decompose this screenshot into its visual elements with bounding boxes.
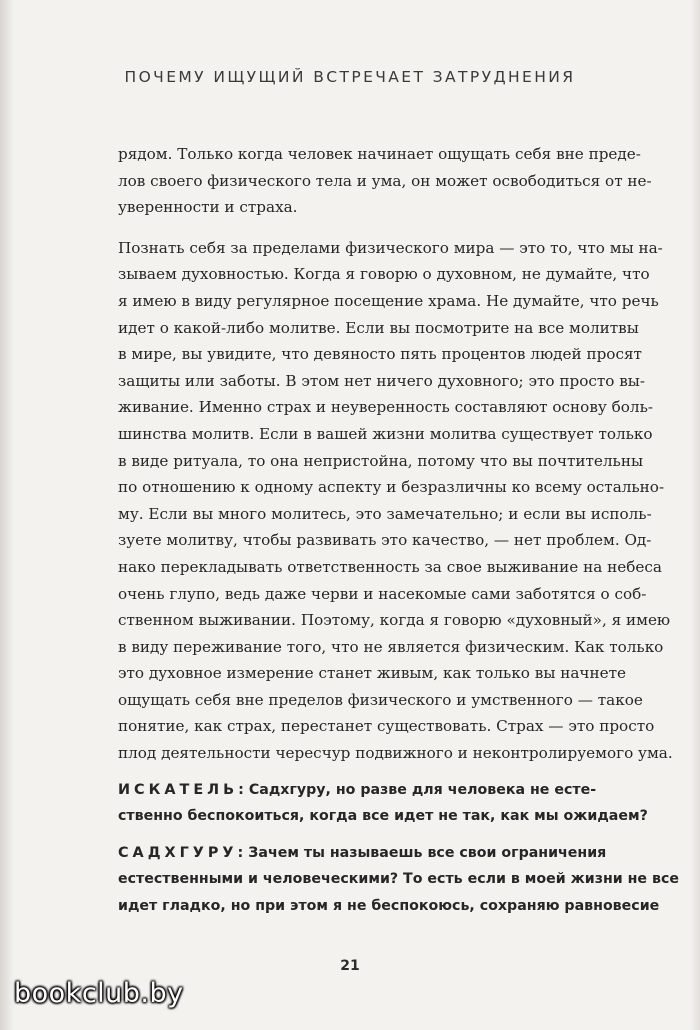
text-line: ощущать себя вне пределов физического и умственного — такое <box>118 690 643 709</box>
speaker-name: САДХГУРУ <box>118 844 238 861</box>
text-line: по отношению к одному аспекту и безразличны ко всему остально- <box>118 478 665 497</box>
text-line: зуете молитву, чтобы развивать это качество, — нет проблем. Од- <box>118 531 652 550</box>
dialog-line <box>118 866 680 893</box>
dialog-text: идет гладко, но при этом я не беспокоюсь, сохраняю равновесие <box>118 898 660 915</box>
text-line: очень глупо, ведь даже черви и насекомые сами заботятся о соб- <box>118 584 647 603</box>
sadhguru-answer <box>118 840 680 920</box>
paragraph-1 <box>118 141 652 221</box>
text-line: шинства молитв. Если в вашей жизни молитва существует только <box>118 424 653 443</box>
dialog-line <box>118 893 660 920</box>
watermark-logo: bookclub.by <box>14 978 184 1009</box>
text-line: живание. Именно страх и неуверенность составляют основу боль- <box>118 398 653 417</box>
text-line: понятие, как страх, перестанет существовать. Страх — это просто <box>118 717 655 736</box>
body-text <box>118 141 680 920</box>
text-line: Познать себя за пределами физического мира — это то, что мы на- <box>118 238 663 257</box>
dialog-line <box>118 803 648 830</box>
dialog-text: ственно беспокоиться, когда все идет не так, как мы ожидаем? <box>118 808 648 825</box>
text-line: в виде ритуала, то она непристойна, потому что вы почтительны <box>118 451 644 470</box>
text-line: плод деятельности чересчур подвижного и неконтролируемого ума. <box>118 744 673 763</box>
dialog-line: ИСКАТЕЛЬ: Садхгуру, но разве для человека не есте- <box>118 781 597 798</box>
text-line: в мире, вы увидите, что девяносто пять процентов людей просят <box>118 345 642 364</box>
text-line: защиты или заботы. В этом нет ничего духовного; это просто вы- <box>118 371 645 390</box>
dialog-text: Зачем ты называешь все свои ограничения <box>248 844 607 861</box>
text-line: зываем духовностью. Когда я говорю о духовном, не думайте, что <box>118 265 650 284</box>
seeker-question <box>118 777 648 830</box>
text-line: идет о какой-либо молитве. Если вы посмотрите на все молитвы <box>118 318 639 337</box>
text-line: нако перекладывать ответственность за свое выживание на небеса <box>118 557 662 576</box>
dialog-line: САДХГУРУ: Зачем ты называешь все свои ограничения <box>118 844 607 861</box>
paragraph-2 <box>118 235 673 767</box>
page-edge <box>690 0 700 1030</box>
running-head: ПОЧЕМУ ИЩУЩИЙ ВСТРЕЧАЕТ ЗАТРУДНЕНИЯ <box>124 68 576 86</box>
text-line: ственном выживании. Поэтому, когда я говорю «духовный», я имею <box>118 611 671 630</box>
dialog-text: Садхгуру, но разве для человека не есте- <box>248 781 597 798</box>
speaker-name: ИСКАТЕЛЬ <box>118 781 239 798</box>
text-line: му. Если вы много молитесь, это замечательно; и если вы исполь- <box>118 504 652 523</box>
page-number: 21 <box>340 958 360 974</box>
text-line: я имею в виду регулярное посещение храма. Не думайте, что речь <box>118 291 659 310</box>
text-line: рядом. Только когда человек начинает ощущать себя вне преде- <box>118 145 641 163</box>
text-line: лов своего физического тела и ума, он может освободиться от не- <box>118 171 652 190</box>
page-gutter-shadow <box>0 0 14 1030</box>
text-line: в виду переживание того, что не является физическим. Как только <box>118 637 664 656</box>
text-line: это духовное измерение станет живым, как только вы начнете <box>118 664 626 683</box>
text-line: уверенности и страха. <box>118 198 298 217</box>
dialog-text: естественными и человеческими? То есть если в моей жизни не все <box>118 871 680 888</box>
